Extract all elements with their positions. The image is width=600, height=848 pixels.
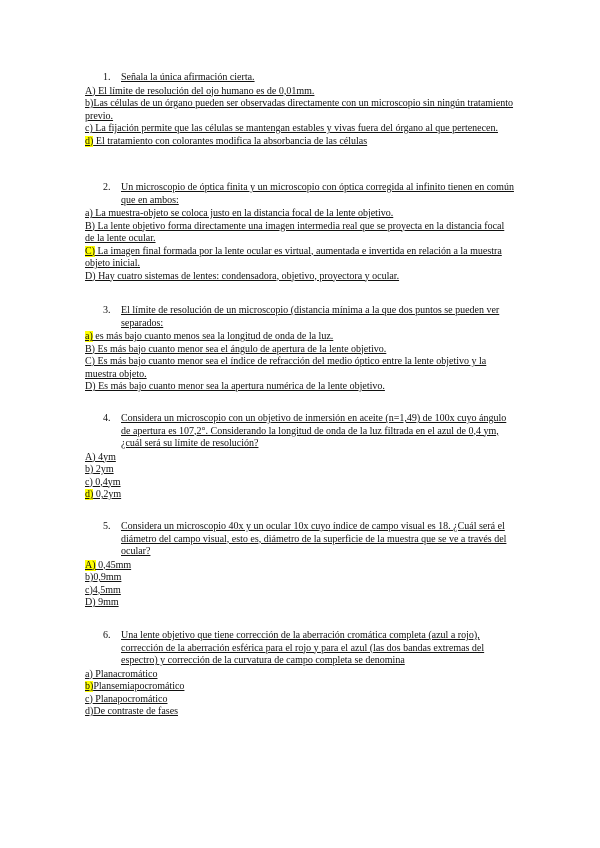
option-text: 4,5mm <box>92 584 121 596</box>
option-text: 9mm <box>95 597 119 608</box>
option-text: 0,2ym <box>93 489 122 500</box>
answer-option <box>85 136 515 149</box>
question-1 <box>85 72 515 148</box>
option-letter: D) <box>85 270 96 282</box>
answer-option <box>85 669 515 682</box>
option-letter: a) <box>85 668 93 680</box>
answer-option <box>85 221 515 246</box>
answer-option <box>85 208 515 221</box>
question-2 <box>85 182 515 283</box>
answer-option <box>85 706 515 719</box>
answer-option <box>85 464 515 477</box>
option-text: La imagen final formada por la lente ocular es virtual, aumentada e invertida en relación a la muestra objeto inicial. <box>85 245 502 269</box>
question-number: 4. <box>103 413 111 424</box>
option-letter-highlighted: C) <box>85 245 95 257</box>
answer-option <box>85 98 515 123</box>
option-letter: B) <box>85 343 95 355</box>
option-text: Plansemiapocromático <box>93 681 185 692</box>
option-text: Las células de un órgano pueden ser observadas directamente con un microscopio sin ningún tratamiento previo. <box>85 98 514 122</box>
answer-option <box>85 246 515 271</box>
option-letter: c) <box>85 584 93 596</box>
option-letter-highlighted: d) <box>85 135 94 147</box>
question-4 <box>85 413 515 502</box>
option-text: La muestra-objeto se coloca justo en la distancia focal de la lente objetivo. <box>92 208 394 219</box>
option-text: De contraste de fases <box>93 706 179 717</box>
answer-option <box>85 344 515 357</box>
answer-option <box>85 452 515 465</box>
answer-option <box>85 271 515 284</box>
answer-option <box>85 381 515 394</box>
option-text: 0,45mm <box>95 559 132 571</box>
question-title: 5. Considera un microscopio 40x y un ocular 10x cuyo índice de campo visual es 18. ¿Cuál será el diámetro del campo visual, esto es, diámetro de la superficie de la muestra que se ve a través del ocular? <box>103 521 507 557</box>
answer-option <box>85 681 515 694</box>
question-number: 2. <box>103 182 111 193</box>
answer-option <box>85 489 515 502</box>
question-number: 1. <box>103 72 111 83</box>
option-letter: b) <box>85 464 94 475</box>
question-6 <box>85 630 515 719</box>
option-letter: a) <box>85 208 93 219</box>
answer-option <box>85 331 515 344</box>
option-text: El límite de resolución del ojo humano es de 0,01mm. <box>95 85 315 97</box>
option-letter: c) <box>85 693 93 705</box>
question-title: 2. Un microscopio de óptica finita y un microscopio con óptica corregida al infinito tienen en común que en ambos: <box>103 182 514 206</box>
option-letter-highlighted: b) <box>85 681 94 692</box>
answer-option <box>85 694 515 707</box>
option-letter: C) <box>85 356 95 367</box>
question-title: 6. Una lente objetivo que tiene corrección de la aberración cromática completa (azul a rojo), corrección de la aberración esférica para el rojo y para el azul (las dos bandas extremas del espectro) y corrección de la curvatura de campo completa se denomina <box>103 630 485 666</box>
answer-option <box>85 597 515 610</box>
option-text: 0,4ym <box>92 476 121 488</box>
option-text: La fijación permite que las células se mantengan estables y vivas fuera del órgano al que pertenecen. <box>92 123 498 134</box>
answer-option <box>85 86 515 99</box>
option-letter: d) <box>85 706 94 717</box>
option-letter: B) <box>85 220 95 232</box>
option-letter-highlighted: A) <box>85 559 96 571</box>
option-text: 4ym <box>95 451 116 463</box>
option-letter-highlighted: d) <box>85 489 94 500</box>
option-text: Es más bajo cuanto menor sea el índice de refracción del medio óptico entre la lente objetivo y la muestra objeto. <box>85 356 487 380</box>
option-text: La lente objetivo forma directamente una imagen intermedia real que se proyecta en la distancia focal de la lente ocular. <box>85 220 505 244</box>
option-letter-highlighted: a) <box>85 331 93 342</box>
question-number: 6. <box>103 630 111 641</box>
answer-option <box>85 356 515 381</box>
question-number: 3. <box>103 305 111 316</box>
option-letter: b) <box>85 572 94 583</box>
option-letter: c) <box>85 476 93 488</box>
question-number: 5. <box>103 521 111 532</box>
option-letter: D) <box>85 381 96 392</box>
answer-option <box>85 477 515 490</box>
option-text: Es más bajo cuanto menor sea la apertura numérica de la lente objetivo. <box>95 381 385 392</box>
question-5 <box>85 521 515 610</box>
option-letter: D) <box>85 597 96 608</box>
option-text: El tratamiento con colorantes modifica la absorbancia de las células <box>93 135 368 147</box>
option-letter: A) <box>85 85 96 97</box>
question-3 <box>85 305 515 394</box>
option-text: Hay cuatro sistemas de lentes: condensadora, objetivo, proyectora y ocular. <box>95 270 400 282</box>
answer-option <box>85 123 515 136</box>
option-letter: A) <box>85 451 96 463</box>
option-text: Planapocromático <box>92 693 168 705</box>
option-letter: c) <box>85 123 93 134</box>
question-title: 1. Señala la única afirmación cierta. <box>103 72 255 83</box>
option-text: 2ym <box>93 464 114 475</box>
question-title: 3. El límite de resolución de un microscopio (distancia mínima a la que dos puntos se pueden ver separados: <box>103 305 500 329</box>
option-text: 0,9mm <box>93 572 122 583</box>
option-text: Planacromático <box>92 668 158 680</box>
question-title: 4. Considera un microscopio con un objetivo de inmersión en aceite (n=1,49) de 100x cuyo ángulo de apertura es 107,2°. Considerando la longitud de onda de la luz filtrada en el azul de 0,4 ym, ¿cuál será su límite de resolución? <box>103 413 507 449</box>
option-letter: b) <box>85 98 94 109</box>
answer-option <box>85 572 515 585</box>
option-text: es más bajo cuanto menos sea la longitud de onda de la luz. <box>92 331 334 342</box>
answer-option <box>85 560 515 573</box>
option-text: Es más bajo cuanto menor sea el ángulo de apertura de la lente objetivo. <box>95 343 387 355</box>
answer-option <box>85 585 515 598</box>
